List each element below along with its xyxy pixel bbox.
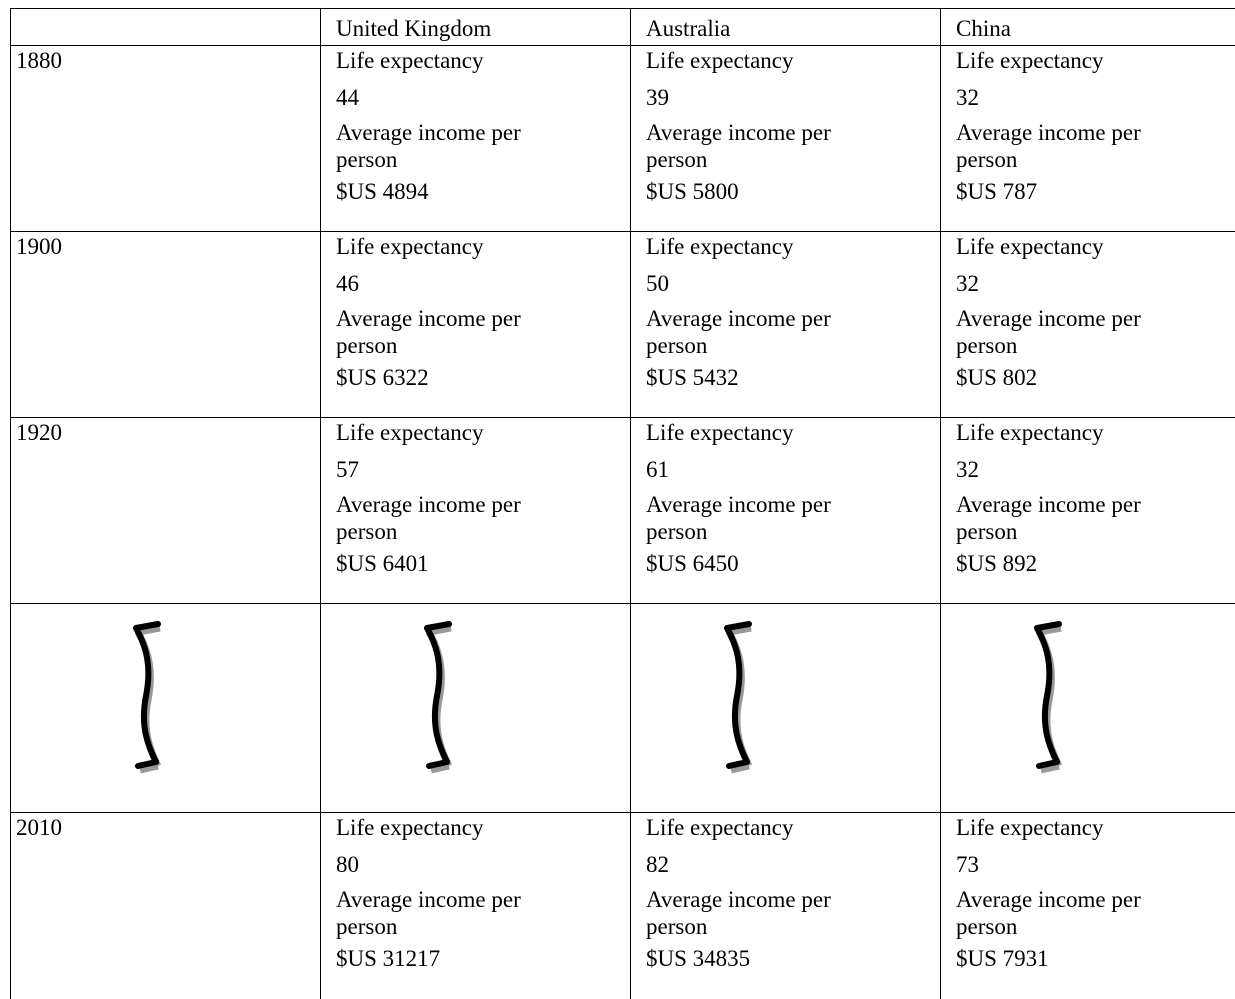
country-header-uk: United Kingdom <box>321 9 631 46</box>
life-expectancy-value: 61 <box>646 456 940 491</box>
income-label: Average income per person <box>646 305 886 364</box>
gap-cell <box>631 604 941 813</box>
income-label: Average income per person <box>336 491 576 550</box>
income-value: $US 5800 <box>646 178 940 208</box>
life-expectancy-label: Life expectancy <box>956 233 1235 270</box>
time-gap-bracket-icon <box>1025 618 1085 778</box>
data-cell <box>941 232 1235 418</box>
table-row <box>11 46 1235 232</box>
table-row <box>11 418 1235 604</box>
life-expectancy-value: 32 <box>956 84 1235 119</box>
time-gap-bracket-icon <box>124 618 184 778</box>
income-label: Average income per person <box>956 491 1196 550</box>
income-value: $US 802 <box>956 364 1235 394</box>
life-expectancy-value: 73 <box>956 851 1235 886</box>
gap-cell <box>321 604 631 813</box>
data-cell <box>631 232 941 418</box>
life-expectancy-value: 80 <box>336 851 630 886</box>
life-expectancy-value: 50 <box>646 270 940 305</box>
life-expectancy-value: 57 <box>336 456 630 491</box>
life-expectancy-label: Life expectancy <box>646 47 940 84</box>
income-label: Average income per person <box>646 119 886 178</box>
time-gap-row <box>11 604 1235 813</box>
income-value: $US 34835 <box>646 945 940 975</box>
life-expectancy-value: 39 <box>646 84 940 119</box>
year-cell: 1880 <box>11 46 321 232</box>
life-expectancy-value: 82 <box>646 851 940 886</box>
year-cell: 2010 <box>11 813 321 999</box>
life-expectancy-label: Life expectancy <box>336 419 630 456</box>
life-expectancy-label: Life expectancy <box>646 419 940 456</box>
gap-cell <box>941 604 1235 813</box>
country-header-china: China <box>941 9 1235 46</box>
data-cell <box>321 813 631 999</box>
data-cell <box>631 418 941 604</box>
income-label: Average income per person <box>336 119 576 178</box>
corner-cell <box>11 9 321 46</box>
income-value: $US 892 <box>956 550 1235 580</box>
life-expectancy-label: Life expectancy <box>956 419 1235 456</box>
income-value: $US 6450 <box>646 550 940 580</box>
data-cell <box>321 232 631 418</box>
life-expectancy-value: 46 <box>336 270 630 305</box>
data-cell <box>941 418 1235 604</box>
life-expectancy-label: Life expectancy <box>646 233 940 270</box>
table-row <box>11 813 1235 999</box>
time-gap-bracket-icon <box>715 618 775 778</box>
income-value: $US 787 <box>956 178 1235 208</box>
income-label: Average income per person <box>336 886 576 945</box>
income-label: Average income per person <box>646 491 886 550</box>
table-row <box>11 232 1235 418</box>
data-cell <box>631 813 941 999</box>
life-expectancy-value: 32 <box>956 456 1235 491</box>
header-row <box>11 9 1235 46</box>
data-cell <box>321 46 631 232</box>
life-expectancy-label: Life expectancy <box>336 233 630 270</box>
income-label: Average income per person <box>646 886 886 945</box>
year-cell: 1900 <box>11 232 321 418</box>
data-cell <box>321 418 631 604</box>
data-table <box>10 8 1235 999</box>
income-value: $US 7931 <box>956 945 1235 975</box>
country-header-australia: Australia <box>631 9 941 46</box>
income-value: $US 6401 <box>336 550 630 580</box>
income-label: Average income per person <box>956 119 1196 178</box>
data-cell <box>631 46 941 232</box>
life-expectancy-label: Life expectancy <box>336 47 630 84</box>
income-value: $US 31217 <box>336 945 630 975</box>
income-value: $US 6322 <box>336 364 630 394</box>
gap-cell <box>11 604 321 813</box>
life-expectancy-value: 44 <box>336 84 630 119</box>
life-expectancy-label: Life expectancy <box>956 47 1235 84</box>
life-expectancy-label: Life expectancy <box>956 814 1235 851</box>
income-label: Average income per person <box>336 305 576 364</box>
life-expectancy-label: Life expectancy <box>646 814 940 851</box>
data-cell <box>941 813 1235 999</box>
data-cell <box>941 46 1235 232</box>
income-value: $US 4894 <box>336 178 630 208</box>
life-expectancy-label: Life expectancy <box>336 814 630 851</box>
year-cell: 1920 <box>11 418 321 604</box>
time-gap-bracket-icon <box>415 618 475 778</box>
life-expectancy-value: 32 <box>956 270 1235 305</box>
income-label: Average income per person <box>956 886 1196 945</box>
income-value: $US 5432 <box>646 364 940 394</box>
income-label: Average income per person <box>956 305 1196 364</box>
